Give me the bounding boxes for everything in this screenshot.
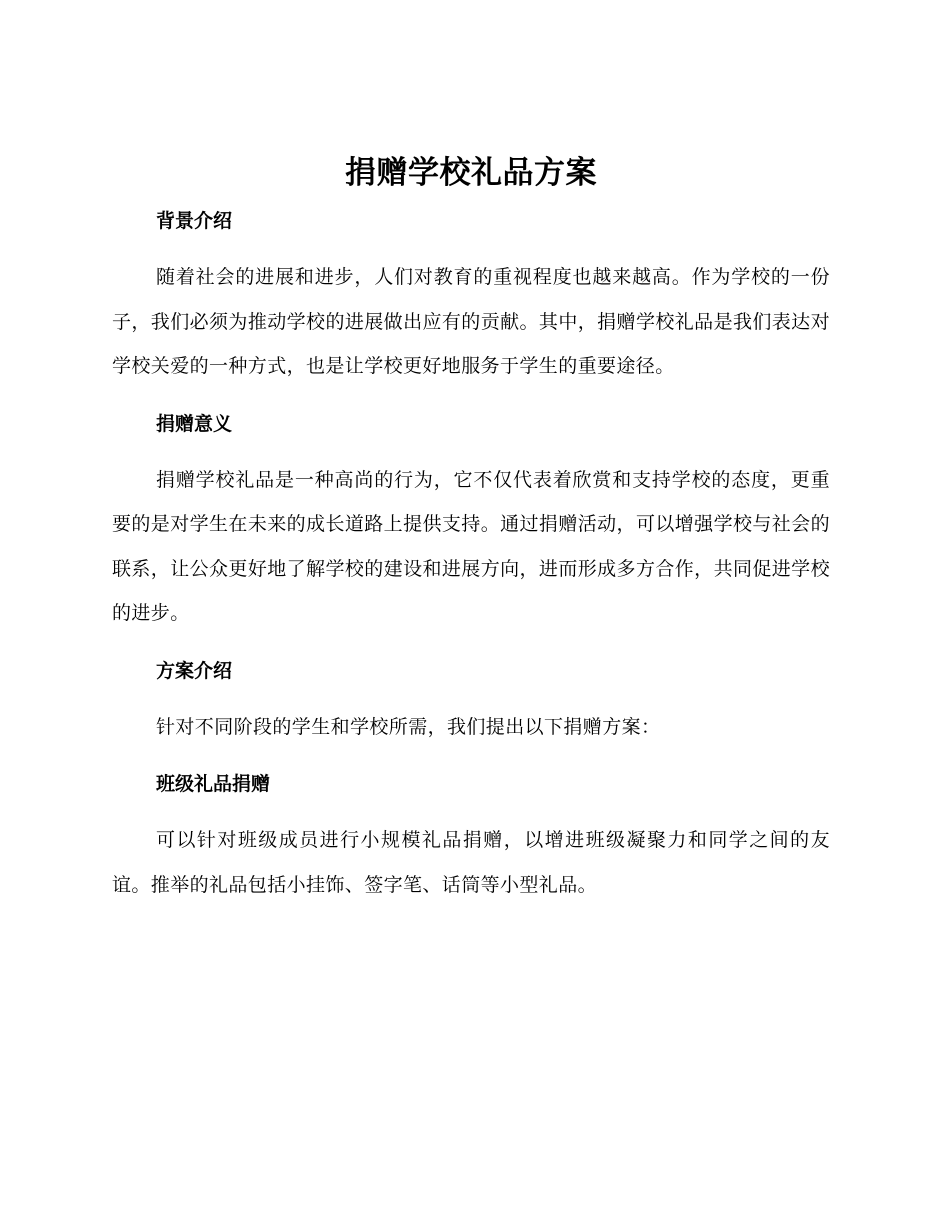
section-heading-background: 背景介绍 bbox=[156, 210, 233, 232]
section-paragraph-plan: 针对不同阶段的学生和学校所需，我们提出以下捐赠方案： bbox=[156, 715, 661, 738]
section-background bbox=[112, 198, 830, 389]
section-plan bbox=[112, 648, 830, 750]
section-paragraph-class-gift: 可以针对班级成员进行小规模礼品捐赠，以增进班级凝聚力和同学之间的友谊。推举的礼品包括小挂饰、签字笔、话筒等小型礼品。 bbox=[112, 829, 830, 896]
section-significance bbox=[112, 401, 830, 636]
section-heading-class-gift: 班级礼品捐赠 bbox=[156, 773, 271, 795]
document-title: 捐赠学校礼品方案 bbox=[345, 155, 597, 191]
section-paragraph-significance: 捐赠学校礼品是一种高尚的行为，它不仅代表着欣赏和支持学校的态度，更重要的是对学生在未来的成长道路上提供支持。通过捐赠活动，可以增强学校与社会的联系，让公众更好地了解学校的建设和进展方向，进而形成多方合作，共同促进学校的进步。 bbox=[112, 468, 830, 624]
section-heading-significance: 捐赠意义 bbox=[156, 412, 233, 435]
document-content bbox=[112, 148, 830, 919]
section-paragraph-background: 随着社会的进展和进步，人们对教育的重视程度也越来越高。作为学校的一份子，我们必须为推动学校的进展做出应有的贡献。其中，捐赠学校礼品是我们表达对学校关爱的一种方式，也是让学校更好地服务于学生的重要途径。 bbox=[112, 266, 830, 377]
section-heading-plan: 方案介绍 bbox=[156, 659, 233, 682]
section-class-gift bbox=[112, 761, 830, 907]
